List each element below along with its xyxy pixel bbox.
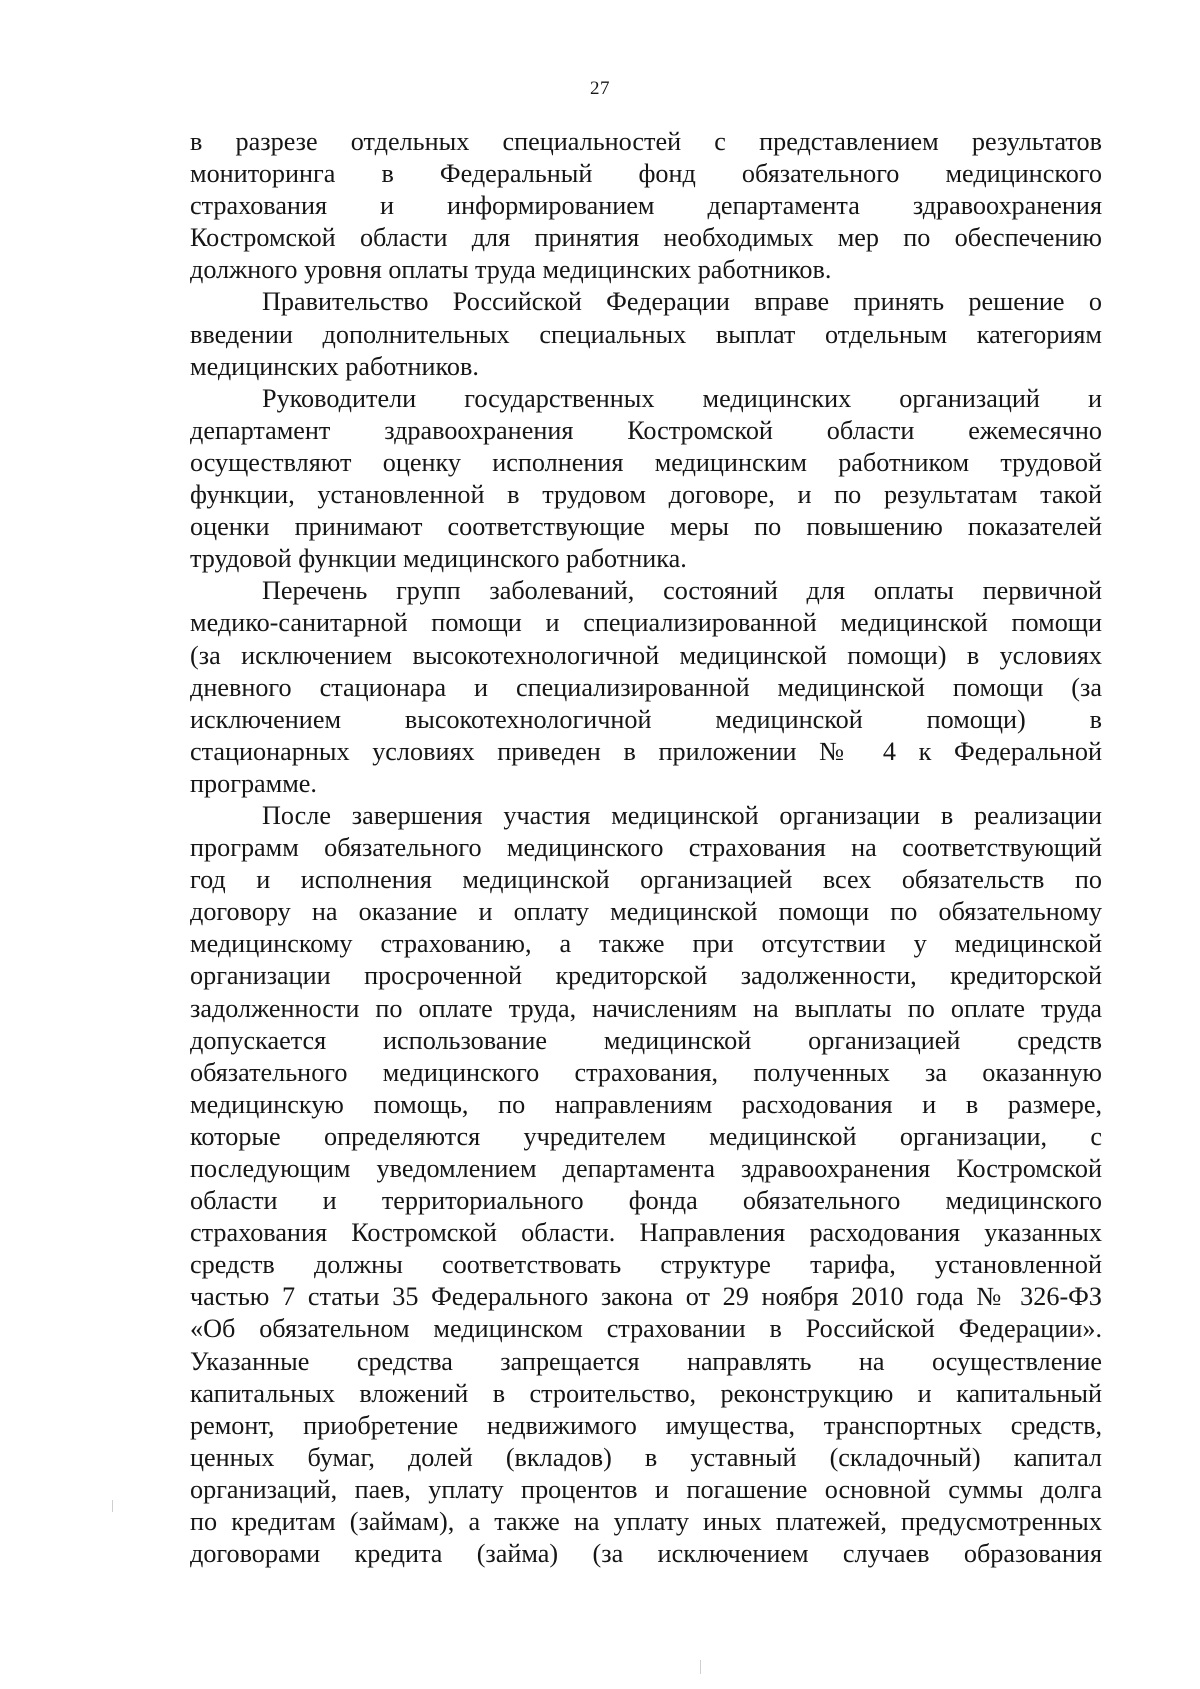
text-line: области и территориального фонда обязательного медицинского (190, 1186, 1102, 1216)
document-body (190, 126, 1102, 1570)
text-line: по кредитам (займам), а также на уплату иных платежей, предусмотренных (190, 1507, 1102, 1537)
scan-artifact (112, 1500, 113, 1512)
text-line: в разрезе отдельных специальностей с представлением результатов (190, 127, 1102, 156)
text-line: страхования и информированием департамента здравоохранения (190, 191, 1102, 221)
text-line: страхования Костромской области. Направления расходования указанных (190, 1218, 1102, 1248)
paragraph-government (190, 286, 1102, 382)
text-line: средств должны соответствовать структуре тарифа, установленной (190, 1250, 1102, 1280)
page-number: 27 (590, 78, 610, 99)
text-line: исключением высокотехнологичной медицинской помощи) в (190, 704, 1102, 734)
text-line: «Об обязательном медицинском страховании в Российской Федерации». (190, 1314, 1102, 1344)
scan-artifact (700, 1660, 701, 1674)
text-line: введении дополнительных специальных выплат отдельным категориям (190, 319, 1102, 349)
text-line: Указанные средства запрещается направлять на осуществление (190, 1346, 1102, 1376)
paragraph-managers (190, 383, 1102, 576)
text-line: допускается использование медицинской организацией средств (190, 1025, 1102, 1055)
text-line: (за исключением высокотехнологичной медицинской помощи) в условиях (190, 640, 1102, 670)
text-line: ремонт, приобретение недвижимого имущества, транспортных средств, (190, 1410, 1102, 1440)
text-line: частью 7 статьи 35 Федерального закона от 29 ноября 2010 года № 326-ФЗ (190, 1282, 1102, 1312)
text-line: медицинскому страхованию, а также при отсутствии у медицинской (190, 929, 1102, 959)
text-line: медицинских работников. (190, 351, 479, 381)
text-line: которые определяются учредителем медицинской организации, с (190, 1121, 1102, 1151)
paragraph-fund-usage (190, 800, 1102, 1570)
text-line: должного уровня оплаты труда медицинских работников. (190, 255, 832, 285)
text-line: обязательного медицинского страхования, полученных за оказанную (190, 1057, 1102, 1087)
text-line: стационарных условиях приведен в приложении № 4 к Федеральной (190, 736, 1102, 766)
text-line: ценных бумаг, долей (вкладов) в уставный (складочный) капитал (190, 1442, 1102, 1472)
text-line: Правительство Российской Федерации вправе принять решение о (262, 287, 1102, 317)
text-line: мониторинга в Федеральный фонд обязательного медицинского (190, 159, 1102, 189)
text-line: осуществляют оценку исполнения медицинским работником трудовой (190, 447, 1102, 477)
paragraph-monitoring (190, 126, 1102, 286)
text-line: оценки принимают соответствующие меры по повышению показателей (190, 512, 1102, 542)
text-line: договору на оказание и оплату медицинской помощи по обязательному (190, 897, 1102, 927)
text-line: программе. (190, 768, 317, 798)
text-line: медико-санитарной помощи и специализированной медицинской помощи (190, 608, 1102, 638)
text-line: дневного стационара и специализированной медицинской помощи (за (190, 672, 1102, 702)
text-line: трудовой функции медицинского работника. (190, 544, 687, 574)
text-line: год и исполнения медицинской организацией всех обязательств по (190, 865, 1102, 895)
paragraph-disease-groups (190, 575, 1102, 800)
text-line: организации просроченной кредиторской задолженности, кредиторской (190, 961, 1102, 991)
text-line: Перечень групп заболеваний, состояний для оплаты первичной (262, 576, 1102, 606)
text-line: медицинскую помощь, по направлениям расходования и в размере, (190, 1089, 1102, 1119)
text-line: Костромской области для принятия необходимых мер по обеспечению (190, 223, 1102, 253)
text-line: договорами кредита (займа) (за исключением случаев образования (190, 1539, 1102, 1569)
text-line: капитальных вложений в строительство, реконструкцию и капитальный (190, 1378, 1102, 1408)
text-line: После завершения участия медицинской организации в реализации (262, 800, 1102, 830)
text-line: функции, установленной в трудовом договоре, и по результатам такой (190, 480, 1102, 510)
text-line: задолженности по оплате труда, начислениям на выплаты по оплате труда (190, 993, 1102, 1023)
text-line: организаций, паев, уплату процентов и погашение основной суммы долга (190, 1474, 1102, 1504)
text-line: последующим уведомлением департамента здравоохранения Костромской (190, 1154, 1102, 1183)
text-line: департамент здравоохранения Костромской области ежемесячно (190, 415, 1102, 445)
text-line: Руководители государственных медицинских организаций и (262, 383, 1102, 413)
text-line: программ обязательного медицинского страхования на соответствующий (190, 833, 1102, 863)
